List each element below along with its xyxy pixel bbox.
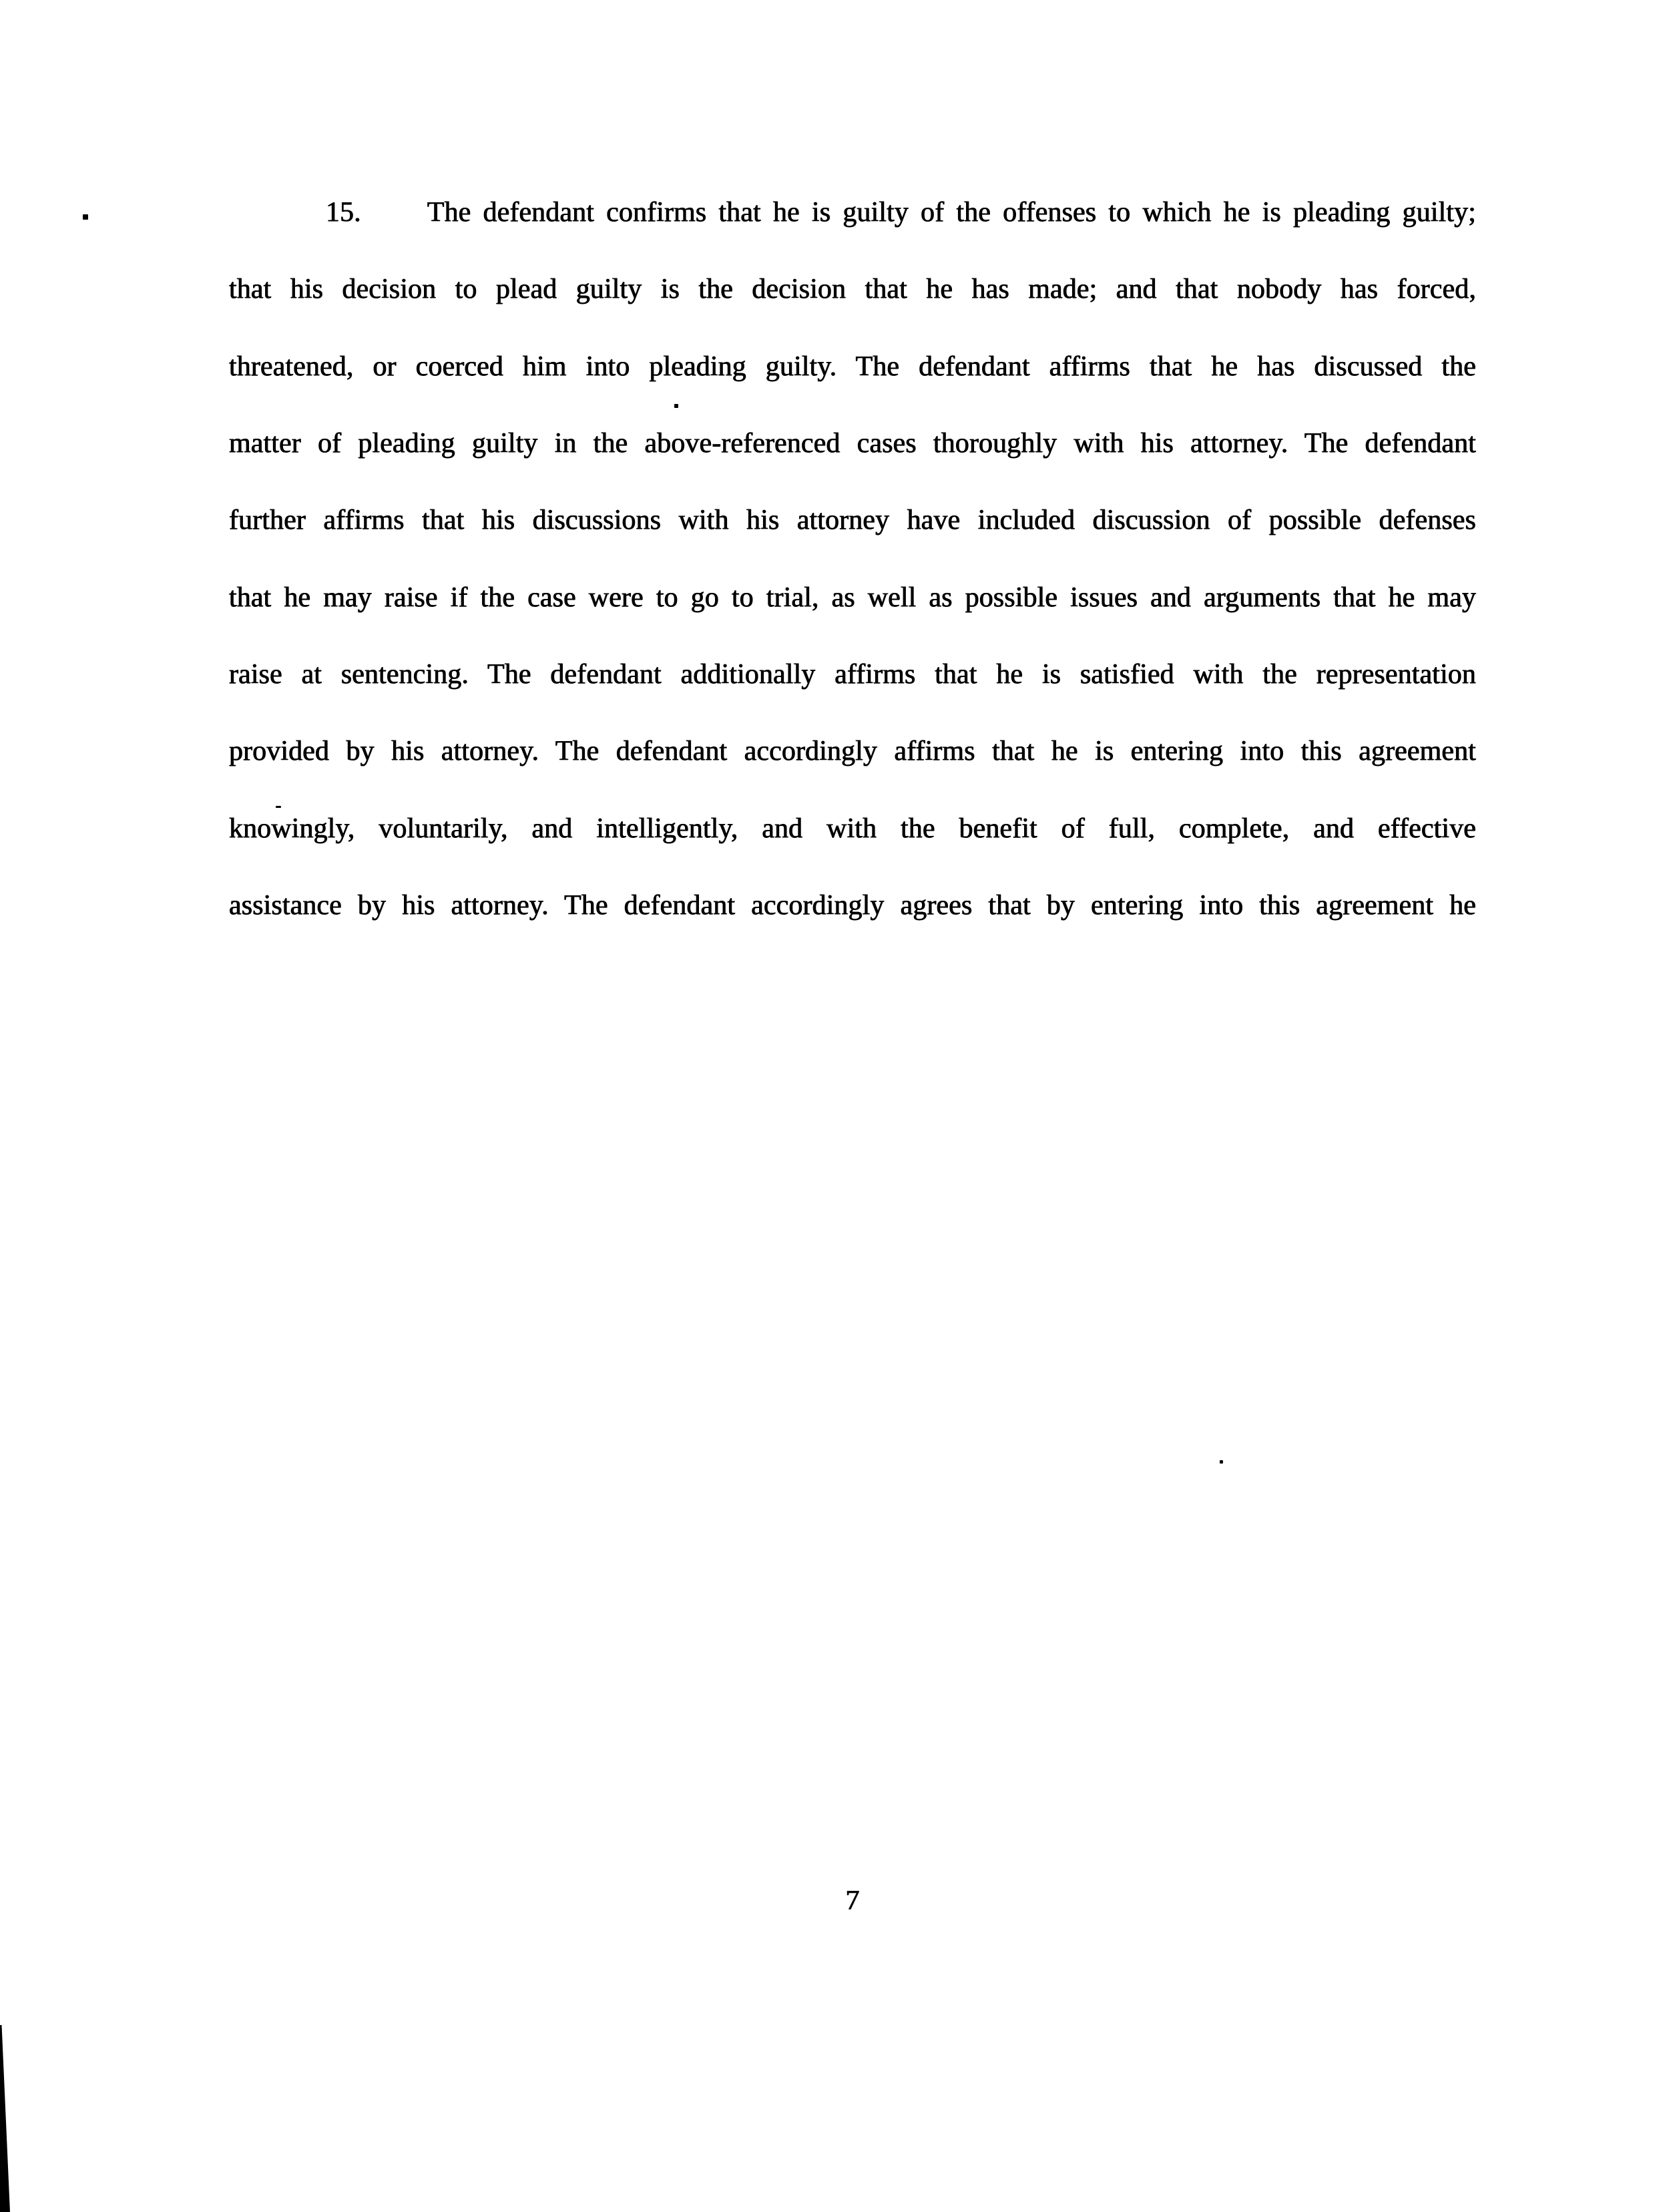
paragraph-line: matter of pleading guilty in the above-referenced cases thoroughly with his attorney. The defendant bbox=[229, 427, 1476, 459]
paragraph-line: knowingly, voluntarily, and intelligently, and with the benefit of full, complete, and effective bbox=[229, 813, 1476, 844]
paragraph-line: further affirms that his discussions with his attorney have included discussion of possible defenses bbox=[229, 505, 1476, 536]
paragraph-line: that he may raise if the case were to go to trial, as well as possible issues and arguments that he may bbox=[229, 582, 1476, 613]
paragraph-line: raise at sentencing. The defendant additionally affirms that he is satisfied with the representation bbox=[229, 658, 1476, 690]
paragraph-line: provided by his attorney. The defendant accordingly affirms that he is entering into this agreement bbox=[229, 736, 1476, 767]
paragraph-line: threatened, or coerced him into pleading guilty. The defendant affirms that he has discussed the bbox=[229, 351, 1476, 382]
scan-speck bbox=[674, 404, 678, 408]
paragraph-line: that his decision to plead guilty is the decision that he has made; and that nobody has forced, bbox=[229, 274, 1476, 305]
paragraph-number: 15. bbox=[326, 197, 361, 228]
scan-speck bbox=[1220, 1460, 1223, 1464]
paragraph-line bbox=[229, 174, 1476, 251]
scan-speck bbox=[276, 806, 281, 808]
paragraph-line-text: The defendant confirms that he is guilty of the offenses to which he is pleading guilty; bbox=[427, 197, 1476, 228]
paragraph-line: assistance by his attorney. The defendant accordingly agrees that by entering into this agreement he bbox=[229, 889, 1476, 921]
scan-edge-smudge bbox=[0, 2025, 10, 2212]
paragraph-15 bbox=[229, 174, 1476, 944]
page-number: 7 bbox=[845, 1886, 860, 1916]
scan-speck bbox=[83, 214, 88, 220]
